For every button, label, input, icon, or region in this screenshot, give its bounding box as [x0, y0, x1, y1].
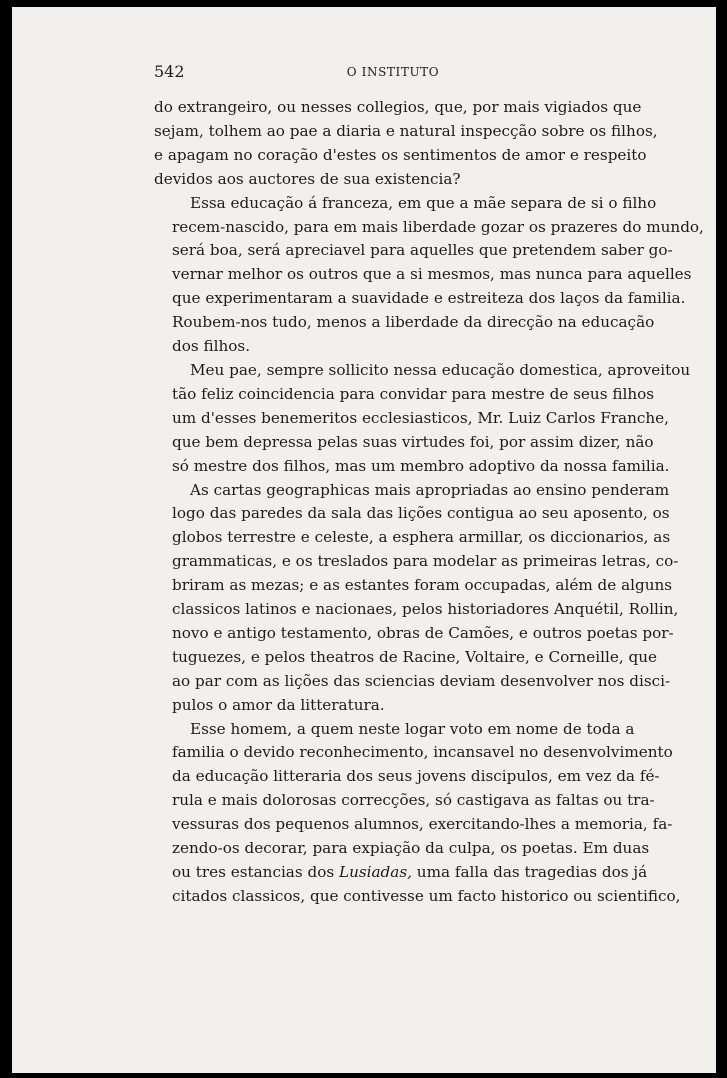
text-line: que experimentaram a suavidade e estreiteza dos laços da familia.: [172, 289, 686, 308]
page-number: 542: [154, 62, 185, 81]
text-line: As cartas geographicas mais apropriadas ao ensino penderam: [190, 480, 670, 499]
italic-title: Lusiadas,: [338, 863, 412, 881]
paragraph: [154, 192, 704, 359]
text-line: que bem depressa pelas suas virtudes foi, por assim dizer, não: [172, 432, 654, 451]
text-line: grammaticas, e os treslados para modelar as primeiras letras, co-: [172, 552, 679, 571]
text-line: familia o devido reconhecimento, incansavel no desenvolvimento: [172, 743, 673, 762]
text-line: briram as mezas; e as estantes foram occupadas, além de alguns: [172, 576, 673, 595]
text-line: será boa, será apreciavel para aquelles que pretendem saber go-: [172, 241, 673, 260]
text-line: e apagam no coração d'estes os sentimentos de amor e respeito: [154, 145, 647, 164]
page-header: [154, 60, 632, 90]
text-line: só mestre dos filhos, mas um membro adoptivo da nossa familia.: [172, 456, 670, 475]
text-line: dos filhos.: [172, 337, 251, 356]
paragraph: [154, 718, 681, 909]
text-line: um d'esses benemeritos ecclesiasticos, Mr. Luiz Carlos Franche,: [172, 408, 669, 427]
text-line: globos terrestre e celeste, a esphera armillar, os diccionarios, as: [172, 528, 671, 547]
text-line: do extrangeiro, ou nesses collegios, que, por mais vigiados que: [154, 98, 642, 116]
page-text-block: [154, 60, 704, 909]
text-line: tuguezes, e pelos theatros de Racine, Voltaire, e Corneille, que: [172, 647, 657, 666]
text-line: vernar melhor os outros que a si mesmos, mas nunca para aquelles: [172, 265, 692, 284]
text-line: da educação litteraria dos seus jovens discipulos, em vez da fé-: [172, 767, 660, 786]
text-line: pulos o amor da litteratura.: [172, 695, 385, 714]
text-line: ao par com as lições das sciencias deviam desenvolver nos disci-: [172, 671, 671, 690]
body-text: [154, 96, 704, 909]
text-line: Roubem-nos tudo, menos a liberdade da direcção na educação: [172, 313, 655, 332]
text-line: tão feliz coincidencia para convidar para mestre de seus filhos: [172, 384, 655, 403]
text-line-with-italic: [154, 861, 648, 885]
text-line: devidos aos auctores de sua existencia?: [154, 169, 461, 188]
text-line: classicos latinos e nacionaes, pelos historiadores Anquétil, Rollin,: [172, 600, 679, 619]
paragraph: [154, 479, 679, 718]
text-line: logo das paredes da sala das lições contigua ao seu aposento, os: [172, 504, 670, 523]
paragraph: [154, 359, 691, 479]
text-line: citados classicos, que contivesse um facto historico ou scientifico,: [172, 886, 681, 905]
text-line: Meu pae, sempre sollicito nessa educação domestica, aproveitou: [190, 360, 691, 379]
text-line: Esse homem, a quem neste logar voto em nome de toda a: [190, 719, 635, 738]
text-line: vessuras dos pequenos alumnos, exercitando-lhes a memoria, fa-: [172, 815, 673, 834]
text-line: zendo-os decorar, para expiação da culpa, os poetas. Em duas: [172, 839, 650, 858]
text-line: novo e antigo testamento, obras de Camões, e outros poetas por-: [172, 623, 674, 642]
running-title: O INSTITUTO: [346, 65, 440, 79]
text-line: sejam, tolhem ao pae a diaria e natural inspecção sobre os filhos,: [154, 121, 658, 140]
text-segment: ou tres estancias dos: [172, 863, 339, 881]
text-line: rula e mais dolorosas correcções, só castigava as faltas ou tra-: [172, 791, 655, 810]
paragraph: [154, 96, 658, 192]
text-segment: uma falla das tragedias dos já: [411, 863, 648, 881]
text-line: recem-nascido, para em mais liberdade gozar os prazeres do mundo,: [172, 217, 704, 236]
text-line: Essa educação á franceza, em que a mãe separa de si o filho: [190, 193, 657, 212]
